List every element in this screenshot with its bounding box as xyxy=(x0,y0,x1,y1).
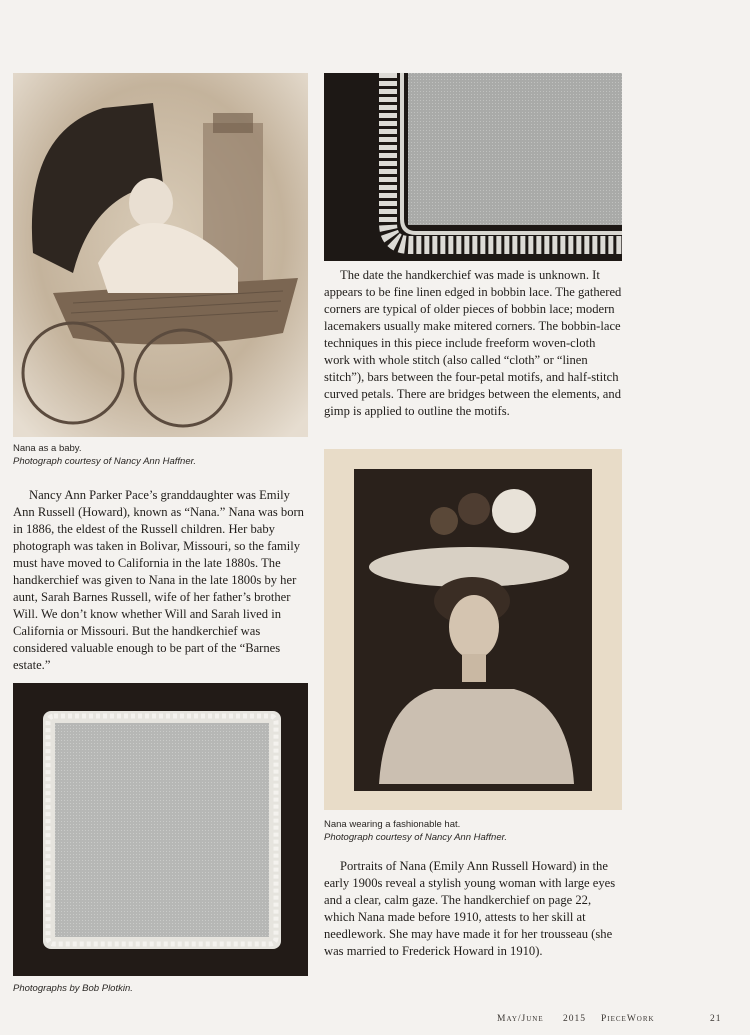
portrait-paragraph-text: Portraits of Nana (Emily Ann Russell Howard) in the early 1900s reveal a stylish young woman with large eyes and a clear, calm gaze. The handkerchief on page 22, which Nana made before 1910, attests to her skill at needlework. She may have made it for her trousseau (she was married to Frederick Howard in 1910). xyxy=(324,859,616,958)
handkerchief-photo xyxy=(13,683,308,976)
lace-paragraph xyxy=(324,267,622,420)
baby-photo-caption xyxy=(13,442,308,468)
handkerchief-credit-text: Photographs by Bob Plotkin. xyxy=(13,983,133,994)
portrait-paragraph xyxy=(324,858,622,960)
footer-year: 2015 xyxy=(563,1014,586,1024)
baby-photo xyxy=(13,73,308,437)
footer-magazine: PieceWork xyxy=(601,1014,655,1024)
nana-paragraph xyxy=(13,487,308,674)
footer-page-number: 21 xyxy=(710,1014,722,1024)
lace-corner-photo xyxy=(324,73,622,261)
baby-caption-text: Nana as a baby. xyxy=(13,443,82,454)
footer-issue: May/June xyxy=(497,1014,544,1024)
hat-photo-credit: Photograph courtesy of Nancy Ann Haffner. xyxy=(324,832,508,843)
handkerchief-photo-credit xyxy=(13,982,308,995)
hat-caption-text: Nana wearing a fashionable hat. xyxy=(324,819,461,830)
nana-paragraph-text: Nancy Ann Parker Pace’s granddaughter was Emily Ann Russell (Howard), known as “Nana.” Nana was born in 1886, the eldest of the Russell children. Her baby photograph was taken in Bolivar, Missouri, so the family must have moved to California in the late 1880s. The handkerchief was given to Nana in the late 1800s by her aunt, Sarah Barnes Russell, wife of her father’s brother Will. We don’t know whether Will and Sarah lived in California or Missouri. But the handkerchief was considered valuable enough to be part of the “Barnes estate.” xyxy=(13,488,304,672)
lace-paragraph-text: The date the handkerchief was made is unknown. It appears to be fine linen edged in bobbin lace. The gathered corners are typical of older pieces of bobbin lace; modern lacemakers usually make mitered corners. The bobbin-lace techniques in this piece include freeform woven-cloth work with whole stitch (also called “cloth” or “linen stitch”), bars between the four-petal motifs, and half-stitch curved petals. There are bridges between the elements, and gimp is applied to outline the motifs. xyxy=(324,268,622,418)
baby-photo-credit: Photograph courtesy of Nancy Ann Haffner. xyxy=(13,456,197,467)
nana-hat-photo xyxy=(324,449,622,810)
hat-photo-caption xyxy=(324,818,622,844)
